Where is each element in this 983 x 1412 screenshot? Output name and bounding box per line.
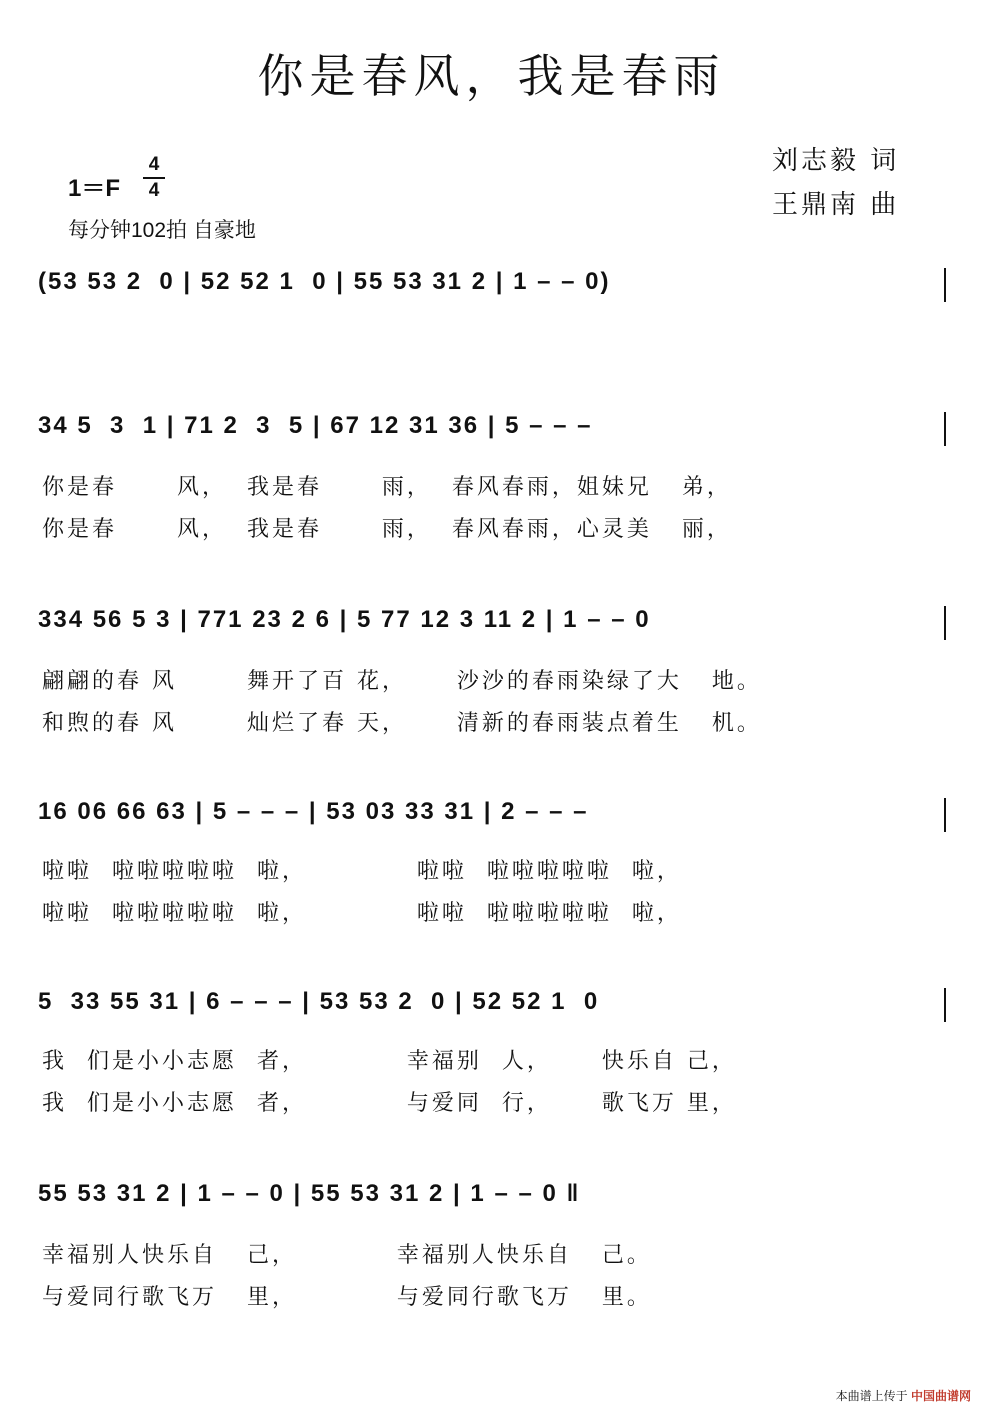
footer-prefix: 本曲谱上传于 bbox=[835, 1389, 908, 1403]
footer-credit bbox=[836, 1387, 971, 1404]
notation-line: 16 06 66 63 | 5 – – – | 53 03 33 31 | 2 – – – bbox=[38, 798, 589, 825]
time-signature-top: 4 bbox=[148, 154, 160, 175]
lyric-verse-2: 与爱同行歌飞万 里， 与爱同行歌飞万 里。 bbox=[42, 1285, 652, 1310]
lyric-verse-2: 你是春 风， 我是春 雨， 春风春雨，心灵美 丽， bbox=[42, 517, 732, 542]
score-row-5 bbox=[38, 1180, 950, 1310]
notation-line: 5 33 55 31 | 6 – – – | 53 53 2 0 | 52 52 1 0 bbox=[38, 988, 600, 1015]
lyric-verse-1: 你是春 风， 我是春 雨， 春风春雨，姐妹兄 弟， bbox=[42, 475, 732, 500]
lyric-verse-2: 和煦的春 风 灿烂了春 天， 清新的春雨装点着生 机。 bbox=[42, 711, 762, 736]
lyric-verse-2: 我 们是小小志愿 者， 与爱同 行， 歌飞万 里， bbox=[42, 1091, 737, 1116]
lyric-verse-1: 我 们是小小志愿 者， 幸福别 人， 快乐自 己， bbox=[42, 1049, 737, 1074]
notation-line: 334 56 5 3 | 771 23 2 6 | 5 77 12 3 11 2 | 1 – – 0 bbox=[38, 606, 651, 633]
lyric-verse-1: 啦啦 啦啦啦啦啦 啦， 啦啦 啦啦啦啦啦 啦， bbox=[42, 859, 682, 884]
lyric-verse-1: 翩翩的春 风 舞开了百 花， 沙沙的春雨染绿了大 地。 bbox=[42, 669, 762, 694]
composer-credit: 王鼎南 曲 bbox=[772, 190, 900, 220]
score-row-intro bbox=[38, 268, 950, 318]
score-row-4 bbox=[38, 988, 950, 1118]
lyricist-credit: 刘志毅 词 bbox=[772, 146, 900, 176]
score-row-3 bbox=[38, 798, 950, 928]
score-row-2 bbox=[38, 606, 950, 736]
key-signature: 1＝F bbox=[68, 175, 121, 202]
lyric-verse-1: 幸福别人快乐自 己， 幸福别人快乐自 己。 bbox=[42, 1243, 652, 1268]
score-row-1 bbox=[38, 412, 950, 542]
notation-line: (53 53 2 0 | 52 52 1 0 | 55 53 31 2 | 1 – – 0) bbox=[38, 268, 611, 295]
notation-line: 55 53 31 2 | 1 – – 0 | 55 53 31 2 | 1 – – 0 ‖ bbox=[38, 1180, 581, 1207]
site-logo[interactable]: 中国曲谱网 bbox=[910, 1389, 971, 1403]
lyric-verse-2: 啦啦 啦啦啦啦啦 啦， 啦啦 啦啦啦啦啦 啦， bbox=[42, 901, 682, 926]
time-signature-bottom: 4 bbox=[148, 180, 160, 201]
song-title: 你是春风，我是春雨 bbox=[257, 49, 726, 103]
notation-line: 34 5 3 1 | 71 2 3 5 | 67 12 31 36 | 5 – – – bbox=[38, 412, 593, 439]
time-signature bbox=[143, 154, 165, 202]
tempo-marking: 每分钟102拍 自豪地 bbox=[68, 219, 256, 242]
